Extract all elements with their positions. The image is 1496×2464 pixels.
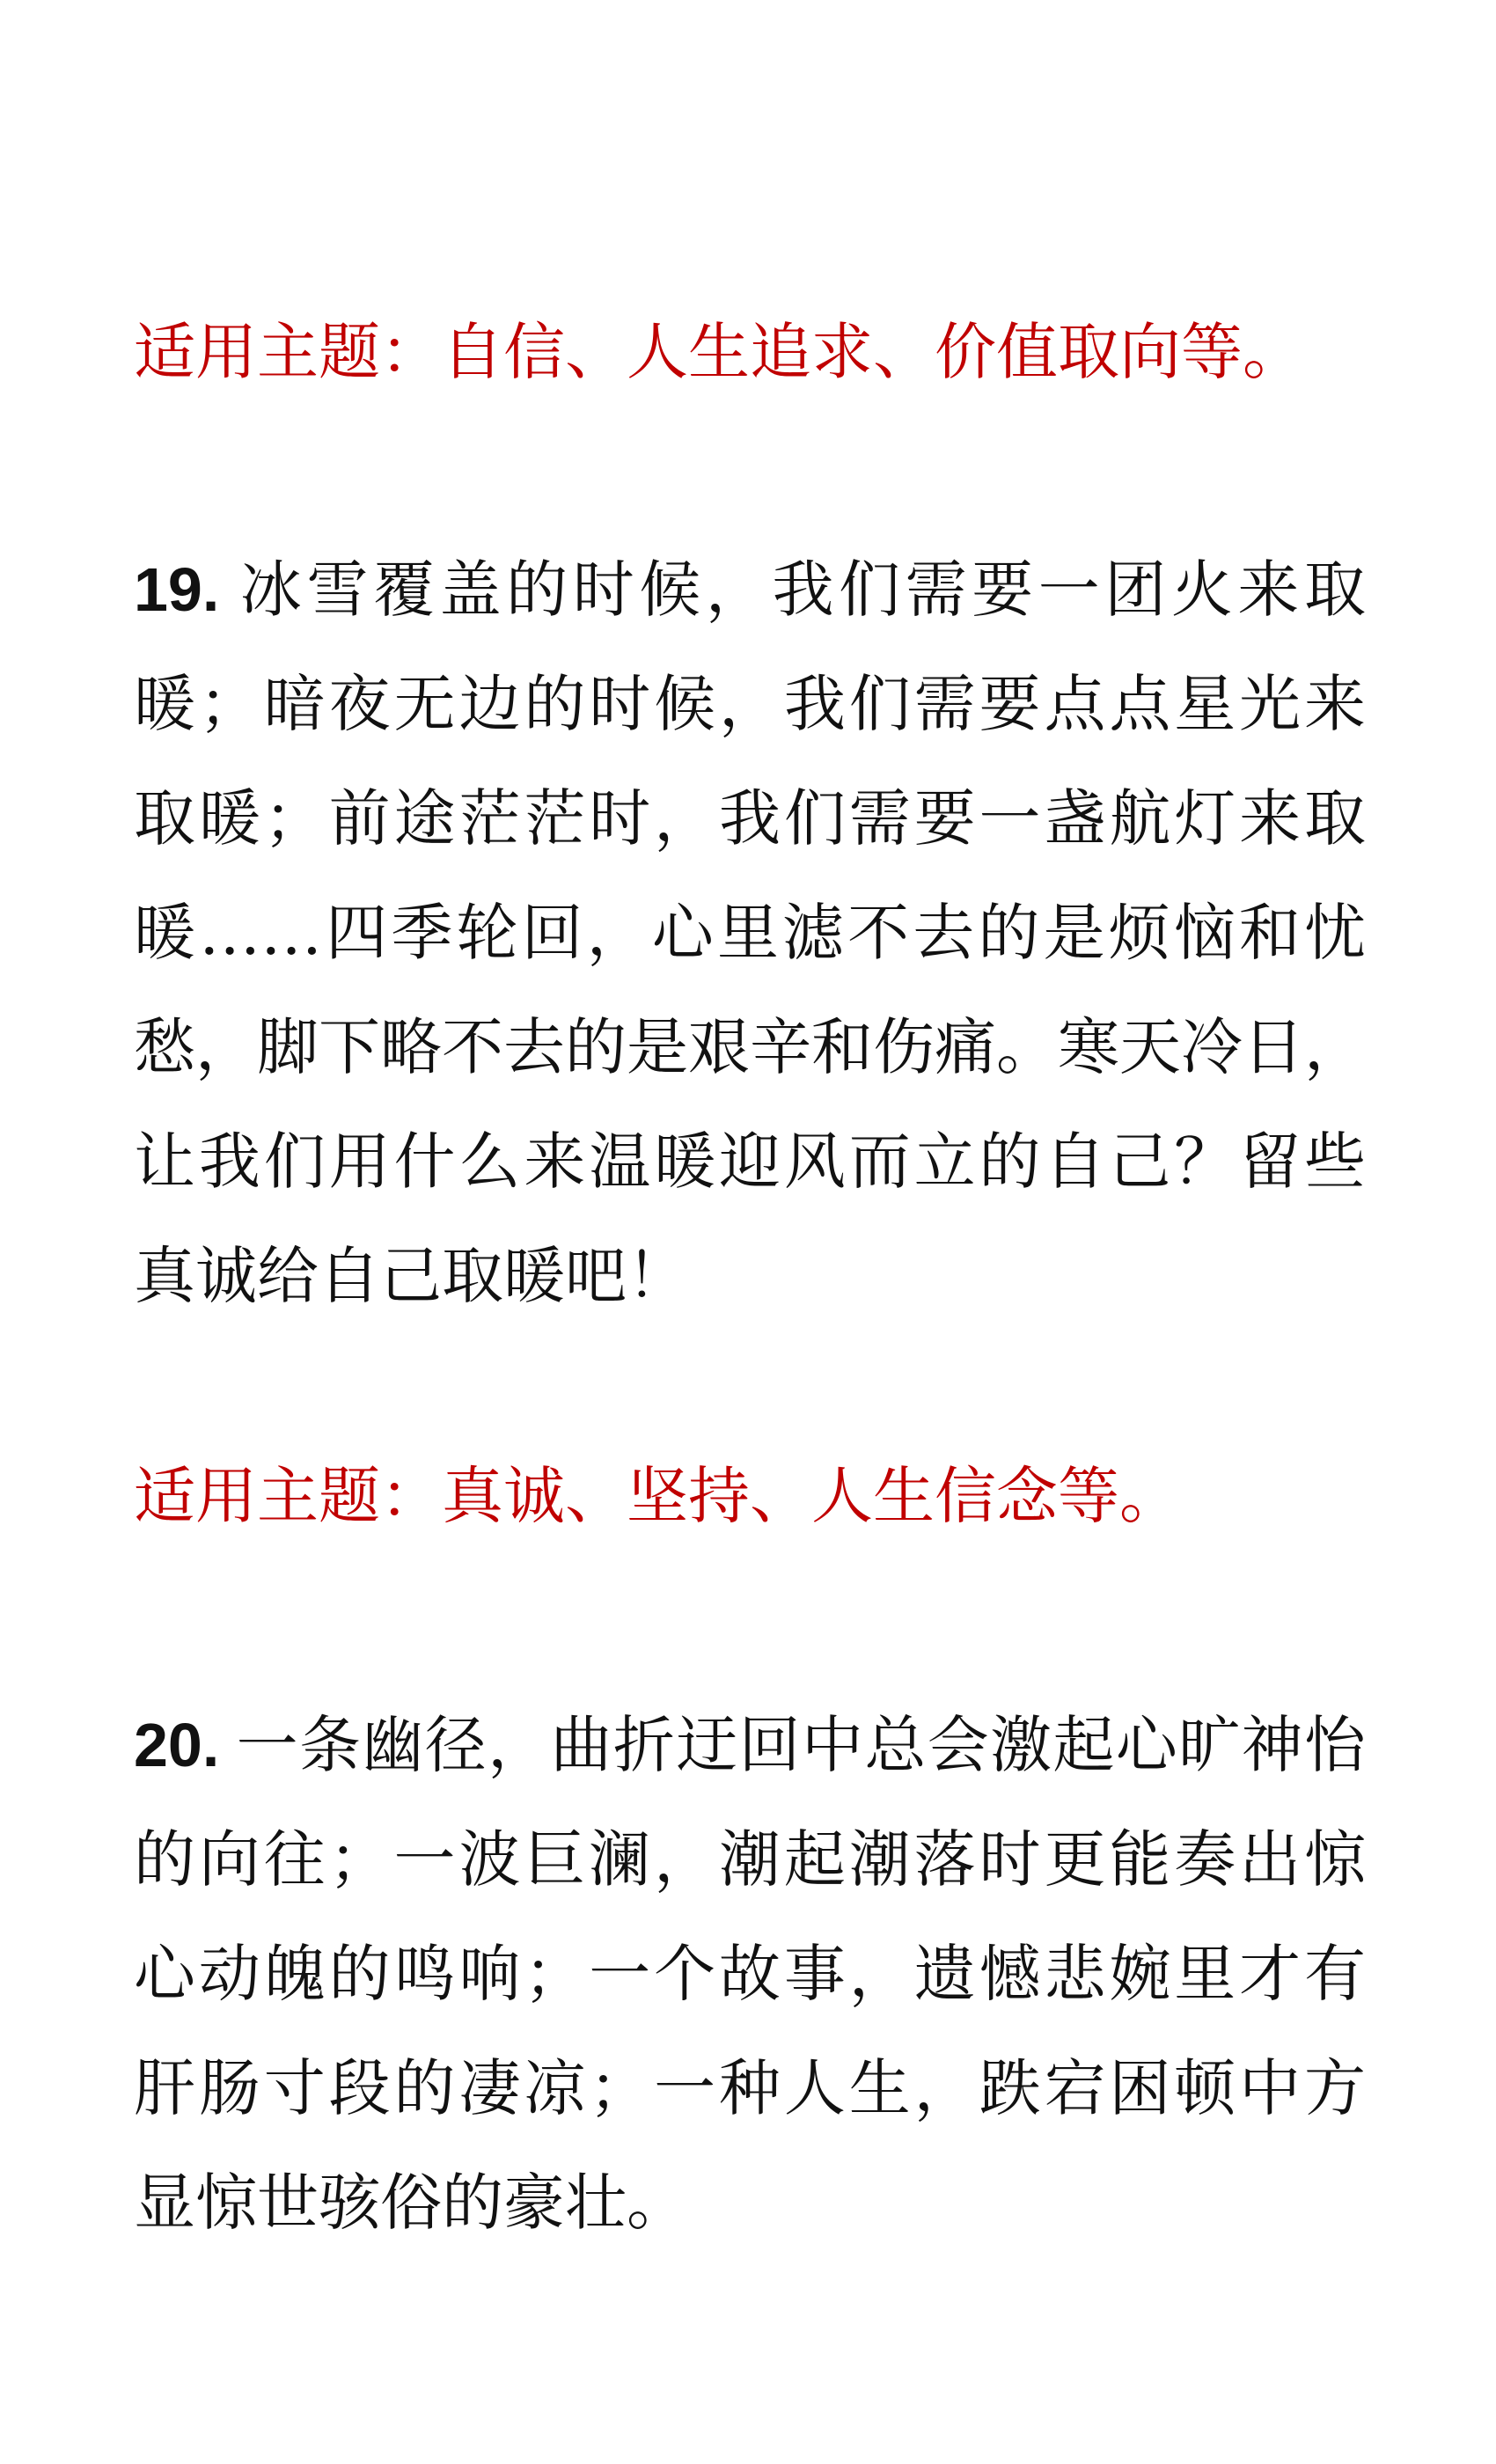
item-20-line-2: 的向往；一波巨澜，潮起潮落时更能奏出惊 xyxy=(134,1823,1366,1896)
item-20-line-1-text: 一条幽径，曲折迂回中总会激起心旷神怡 xyxy=(235,1709,1366,1781)
item-19-line-7: 真诚给自己取暖吧！ xyxy=(134,1240,688,1312)
theme-label-1: 适用主题：自信、人生追求、价值取向等。 xyxy=(134,316,1304,388)
item-19-line-5: 愁，脚下略不去的是艰辛和伤痛。寒天冷日， xyxy=(134,1011,1366,1083)
theme-label-2: 适用主题：真诚、坚持、人生信念等。 xyxy=(134,1460,1181,1532)
item-20-line-3: 心动魄的鸣响；一个故事，遗憾悲婉里才有 xyxy=(134,1938,1366,2010)
item-19-line-6: 让我们用什么来温暖迎风而立的自己？留些 xyxy=(134,1126,1366,1198)
item-20-line-1 xyxy=(134,1688,1366,1802)
item-20-paragraph xyxy=(134,1688,1366,2260)
item-19-line-4: 暖……四季轮回，心里滤不去的是烦恼和忧 xyxy=(134,897,1366,969)
document-page xyxy=(134,0,1366,2464)
item-20-line-5: 显惊世骇俗的豪壮。 xyxy=(134,2167,688,2239)
item-19-line-2: 暖；暗夜无边的时候，我们需要点点星光来 xyxy=(134,668,1366,740)
item-19-number: 19. xyxy=(134,555,220,624)
item-20-number: 20. xyxy=(134,1711,220,1779)
item-19-line-3: 取暖；前途茫茫时，我们需要一盏航灯来取 xyxy=(134,782,1366,854)
item-19-line-1-text: 冰雪覆盖的时候，我们需要一团火来取 xyxy=(235,554,1366,626)
item-19-line-1 xyxy=(134,532,1366,647)
item-20-line-4: 肝肠寸段的凄凉；一种人生，跌宕困顿中方 xyxy=(134,2052,1366,2124)
item-19-paragraph xyxy=(134,532,1366,1333)
